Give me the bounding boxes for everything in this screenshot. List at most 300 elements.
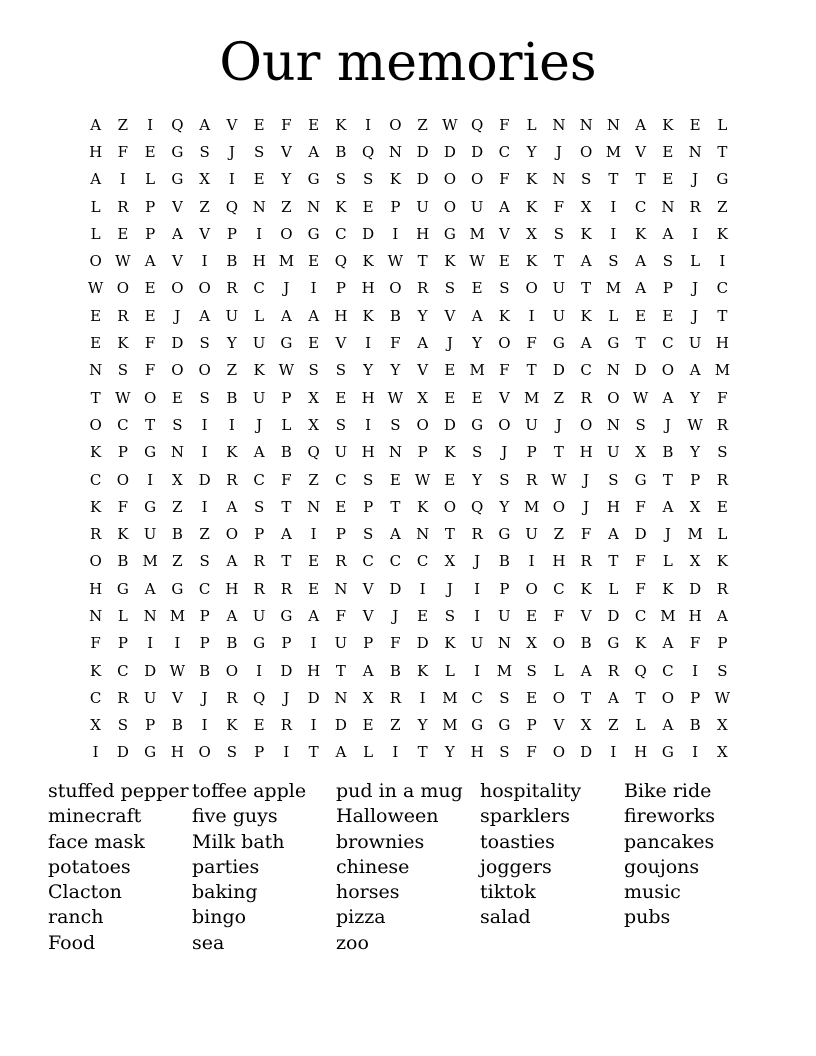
grid-letter: A — [389, 525, 401, 544]
grid-letter: D — [362, 224, 375, 243]
grid-letter: B — [226, 252, 238, 271]
word-list-item: hospitality — [480, 780, 582, 802]
grid-letter: X — [417, 388, 428, 407]
grid-letter: Y — [390, 361, 401, 380]
grid-letter: A — [226, 552, 238, 571]
grid-letter: R — [280, 579, 293, 598]
grid-letter: U — [252, 334, 266, 353]
grid-letter: O — [443, 497, 457, 516]
grid-letter: T — [553, 252, 564, 271]
grid-letter: I — [174, 634, 181, 653]
grid-letter: G — [552, 334, 565, 353]
grid-row — [82, 220, 736, 247]
grid-letter: H — [361, 279, 375, 298]
grid-letter: O — [225, 525, 239, 544]
grid-letter: C — [716, 279, 729, 298]
grid-letter: T — [90, 388, 101, 407]
grid-letter: G — [607, 634, 620, 653]
grid-letter: R — [689, 197, 701, 216]
grid-letter: N — [307, 497, 321, 516]
grid-letter: E — [253, 716, 265, 735]
grid-letter: E — [308, 334, 320, 353]
word-list-item: zoo — [336, 931, 369, 954]
grid-letter: G — [607, 334, 620, 353]
grid-letter: N — [606, 115, 620, 134]
grid-letter: C — [416, 552, 429, 571]
grid-letter: P — [254, 743, 265, 762]
grid-letter: V — [580, 606, 592, 625]
grid-letter: N — [334, 688, 348, 707]
grid-letter: T — [581, 279, 592, 298]
grid-letter: O — [661, 361, 675, 380]
grid-letter: F — [499, 170, 510, 189]
grid-letter: Q — [252, 688, 266, 707]
grid-letter: P — [499, 579, 510, 598]
grid-letter: U — [607, 443, 620, 462]
grid-letter: U — [552, 279, 566, 298]
grid-letter: I — [392, 224, 399, 243]
grid-letter: H — [579, 443, 593, 462]
grid-row — [82, 657, 736, 684]
grid-letter: I — [310, 279, 317, 298]
grid-letter: K — [226, 716, 238, 735]
grid-letter: A — [308, 142, 320, 161]
grid-letter: F — [689, 634, 701, 653]
grid-letter: Z — [717, 197, 728, 216]
grid-letter: I — [201, 716, 208, 735]
grid-letter: P — [335, 279, 346, 298]
grid-letter: A — [662, 716, 674, 735]
grid-letter: S — [499, 688, 510, 707]
grid-letter: J — [174, 306, 181, 325]
grid-letter: E — [444, 388, 456, 407]
grid-letter: N — [307, 197, 321, 216]
grid-row — [82, 138, 736, 165]
grid-letter: O — [280, 224, 293, 243]
grid-letter: Y — [444, 743, 455, 762]
grid-letter: I — [201, 252, 208, 271]
grid-letter: U — [143, 525, 157, 544]
grid-letter: P — [199, 634, 210, 653]
grid-letter: K — [444, 443, 456, 462]
grid-letter: O — [552, 688, 566, 707]
grid-letter: A — [635, 115, 647, 134]
grid-letter: I — [392, 743, 399, 762]
grid-letter: P — [363, 497, 374, 516]
grid-letter: V — [417, 361, 429, 380]
word-list-item: fireworks — [624, 805, 716, 828]
grid-letter: A — [662, 224, 674, 243]
grid-letter: N — [497, 634, 511, 653]
grid-letter: K — [444, 252, 456, 271]
grid-letter: J — [555, 142, 562, 161]
grid-row — [82, 575, 736, 602]
grid-letter: H — [552, 552, 566, 571]
grid-letter: O — [552, 634, 566, 653]
grid-letter: C — [634, 197, 647, 216]
grid-letter: Z — [608, 716, 619, 735]
grid-letter: U — [470, 634, 484, 653]
grid-letter: K — [580, 579, 592, 598]
grid-letter: S — [499, 470, 510, 489]
grid-letter: X — [308, 388, 319, 407]
grid-letter: U — [525, 415, 538, 434]
word-list-item: Halloween — [336, 805, 439, 828]
grid-letter: C — [362, 552, 374, 571]
grid-letter: D — [689, 579, 702, 598]
word-list-item: tiktok — [480, 881, 536, 904]
grid-letter: P — [363, 634, 374, 653]
grid-letter: V — [280, 142, 292, 161]
grid-letter: A — [335, 743, 347, 762]
grid-letter: T — [635, 688, 646, 707]
grid-letter: G — [171, 579, 184, 598]
grid-letter: H — [89, 142, 103, 161]
grid-letter: I — [528, 552, 535, 571]
grid-letter: P — [254, 525, 265, 544]
grid-letter: U — [498, 606, 511, 625]
grid-letter: Z — [281, 197, 292, 216]
grid-letter: R — [416, 279, 429, 298]
grid-letter: S — [553, 224, 565, 243]
word-list-item: brownies — [336, 830, 425, 853]
grid-letter: R — [525, 470, 538, 489]
word-list-item: pud in a mug — [336, 780, 463, 802]
grid-letter: E — [635, 306, 647, 325]
grid-letter: P — [117, 634, 128, 653]
grid-letter: O — [116, 279, 130, 298]
grid-letter: O — [225, 661, 239, 680]
grid-letter: G — [498, 525, 511, 544]
grid-letter: G — [280, 334, 293, 353]
grid-letter: I — [256, 224, 263, 243]
grid-letter: V — [199, 224, 211, 243]
grid-letter: H — [170, 743, 184, 762]
grid-letter: Q — [634, 661, 647, 680]
grid-letter: B — [280, 443, 292, 462]
grid-letter: A — [716, 606, 728, 625]
grid-letter: S — [199, 388, 210, 407]
grid-letter: W — [115, 388, 131, 407]
grid-letter: F — [499, 361, 510, 380]
grid-letter: J — [692, 306, 699, 325]
grid-letter: T — [390, 497, 401, 516]
grid-letter: S — [499, 279, 510, 298]
grid-letter: O — [116, 470, 130, 489]
grid-letter: I — [610, 224, 617, 243]
grid-letter: E — [308, 552, 320, 571]
grid-letter: M — [278, 252, 295, 271]
word-list-item: face mask — [48, 830, 145, 853]
grid-letter: S — [172, 415, 183, 434]
grid-letter: R — [280, 716, 293, 735]
letter-grid — [82, 111, 736, 766]
grid-letter: K — [389, 170, 401, 189]
grid-letter: W — [442, 115, 458, 134]
grid-letter: E — [662, 142, 674, 161]
grid-letter: S — [226, 743, 238, 762]
grid-letter: E — [144, 279, 156, 298]
grid-letter: D — [443, 415, 456, 434]
grid-letter: P — [199, 606, 210, 625]
grid-letter: A — [580, 661, 592, 680]
grid-letter: G — [116, 579, 129, 598]
grid-letter: E — [90, 306, 102, 325]
grid-letter: I — [92, 743, 99, 762]
grid-letter: G — [253, 634, 266, 653]
grid-letter: O — [198, 743, 211, 762]
grid-letter: R — [471, 525, 483, 544]
grid-letter: T — [308, 743, 319, 762]
grid-letter: L — [608, 579, 619, 598]
grid-row — [82, 712, 736, 739]
grid-letter: W — [87, 279, 104, 298]
grid-letter: F — [90, 634, 101, 653]
grid-letter: V — [362, 606, 374, 625]
grid-letter: V — [335, 334, 347, 353]
grid-letter: S — [526, 661, 537, 680]
grid-letter: F — [553, 606, 565, 625]
grid-letter: A — [635, 252, 647, 271]
grid-letter: D — [607, 606, 620, 625]
grid-letter: J — [664, 415, 671, 434]
grid-letter: Q — [334, 252, 348, 271]
grid-letter: H — [361, 443, 375, 462]
grid-letter: E — [662, 306, 674, 325]
grid-letter: W — [278, 361, 295, 380]
grid-letter: A — [498, 197, 510, 216]
word-list-item: sparklers — [480, 805, 570, 828]
grid-letter: L — [526, 115, 537, 134]
word-list-item: goujons — [624, 855, 700, 878]
grid-letter: Y — [690, 388, 701, 407]
grid-letter: H — [89, 579, 103, 598]
grid-letter: A — [171, 224, 183, 243]
grid-letter: G — [661, 743, 674, 762]
grid-letter: A — [635, 279, 647, 298]
grid-letter: Q — [470, 115, 484, 134]
grid-letter: Y — [526, 142, 537, 161]
grid-letter: C — [662, 334, 674, 353]
grid-letter: R — [716, 415, 729, 434]
grid-letter: X — [308, 415, 319, 434]
grid-letter: R — [253, 579, 265, 598]
grid-letter: E — [389, 470, 401, 489]
grid-letter: B — [689, 716, 701, 735]
grid-letter: H — [334, 306, 348, 325]
grid-letter: J — [446, 579, 453, 598]
grid-letter: L — [90, 224, 101, 243]
grid-letter: D — [416, 170, 429, 189]
grid-letter: K — [417, 661, 429, 680]
grid-letter: A — [471, 306, 483, 325]
grid-letter: F — [635, 579, 646, 598]
grid-row — [82, 411, 736, 438]
grid-letter: O — [171, 361, 184, 380]
word-list-item: sea — [192, 931, 225, 954]
grid-letter: F — [390, 634, 401, 653]
grid-letter: J — [583, 470, 590, 489]
grid-letter: M — [660, 606, 676, 625]
grid-letter: V — [226, 115, 238, 134]
grid-letter: A — [90, 170, 102, 189]
grid-letter: G — [443, 224, 456, 243]
grid-letter: I — [310, 525, 317, 544]
grid-letter: E — [144, 306, 156, 325]
grid-letter: K — [90, 443, 102, 462]
grid-letter: K — [635, 634, 647, 653]
grid-letter: I — [419, 579, 426, 598]
grid-letter: L — [145, 170, 156, 189]
grid-letter: U — [470, 197, 484, 216]
grid-row — [82, 739, 736, 766]
grid-letter: Z — [417, 115, 428, 134]
grid-letter: O — [661, 688, 675, 707]
grid-letter: G — [144, 497, 157, 516]
grid-letter: X — [172, 470, 183, 489]
grid-letter: K — [444, 634, 456, 653]
grid-letter: O — [470, 170, 484, 189]
grid-letter: A — [308, 606, 320, 625]
grid-letter: B — [498, 552, 510, 571]
grid-letter: S — [335, 361, 347, 380]
grid-row — [82, 548, 736, 575]
grid-letter: P — [335, 525, 346, 544]
grid-letter: I — [201, 497, 208, 516]
grid-letter: W — [632, 388, 649, 407]
word-list-item: potatoes — [48, 855, 131, 878]
grid-letter: T — [635, 334, 646, 353]
grid-letter: I — [147, 115, 154, 134]
grid-letter: E — [144, 142, 156, 161]
word-list-item: parties — [192, 855, 260, 878]
grid-letter: E — [308, 579, 320, 598]
grid-letter: W — [414, 470, 431, 489]
grid-letter: L — [608, 306, 619, 325]
grid-letter: L — [635, 716, 646, 735]
grid-letter: K — [417, 497, 429, 516]
grid-letter: W — [714, 688, 731, 707]
grid-letter: P — [662, 279, 673, 298]
grid-letter: J — [474, 552, 481, 571]
grid-letter: N — [143, 606, 157, 625]
grid-letter: A — [580, 252, 592, 271]
grid-row — [82, 602, 736, 629]
grid-letter: G — [144, 443, 157, 462]
grid-letter: S — [253, 142, 265, 161]
page-title: Our memories — [219, 33, 597, 93]
grid-letter: H — [361, 388, 375, 407]
grid-letter: S — [308, 361, 319, 380]
grid-letter: L — [553, 661, 564, 680]
grid-letter: Z — [553, 525, 565, 544]
grid-letter: S — [444, 606, 456, 625]
grid-letter: K — [662, 579, 674, 598]
grid-letter: R — [607, 661, 620, 680]
grid-letter: I — [310, 716, 317, 735]
grid-letter: D — [144, 661, 157, 680]
grid-letter: H — [416, 224, 430, 243]
grid-letter: C — [117, 661, 129, 680]
grid-letter: Z — [117, 115, 129, 134]
grid-letter: M — [142, 552, 158, 571]
grid-letter: N — [170, 443, 184, 462]
grid-row — [82, 275, 736, 302]
grid-letter: P — [117, 443, 128, 462]
grid-letter: G — [171, 142, 184, 161]
grid-letter: S — [199, 334, 210, 353]
grid-letter: K — [580, 224, 592, 243]
grid-letter: E — [662, 170, 674, 189]
grid-letter: P — [717, 634, 728, 653]
grid-letter: E — [335, 497, 347, 516]
grid-letter: O — [389, 279, 402, 298]
grid-letter: J — [583, 497, 590, 516]
grid-letter: M — [442, 688, 458, 707]
grid-letter: G — [171, 170, 184, 189]
grid-letter: I — [419, 688, 426, 707]
grid-letter: R — [117, 688, 129, 707]
grid-letter: Y — [690, 443, 701, 462]
grid-letter: A — [226, 497, 238, 516]
grid-letter: T — [417, 743, 428, 762]
grid-letter: H — [634, 743, 648, 762]
grid-letter: O — [443, 170, 457, 189]
grid-letter: O — [579, 142, 593, 161]
grid-letter: O — [89, 252, 102, 271]
grid-letter: R — [117, 306, 129, 325]
grid-letter: A — [308, 306, 320, 325]
grid-letter: X — [90, 716, 101, 735]
grid-letter: E — [335, 388, 347, 407]
grid-letter: K — [580, 306, 592, 325]
word-list-item: Food — [48, 931, 96, 954]
grid-letter: L — [444, 661, 455, 680]
word-list-item: toasties — [480, 830, 555, 853]
grid-letter: A — [362, 661, 374, 680]
grid-letter: L — [363, 743, 374, 762]
grid-letter: C — [335, 224, 347, 243]
grid-letter: D — [171, 334, 184, 353]
grid-letter: F — [144, 361, 156, 380]
grid-letter: C — [471, 688, 483, 707]
grid-letter: V — [498, 388, 510, 407]
grid-letter: E — [253, 170, 265, 189]
grid-letter: I — [201, 415, 208, 434]
grid-letter: R — [716, 470, 729, 489]
grid-letter: F — [635, 552, 646, 571]
grid-letter: U — [416, 197, 429, 216]
grid-letter: C — [662, 661, 674, 680]
grid-letter: N — [416, 525, 430, 544]
grid-letter: C — [580, 361, 592, 380]
word-column — [48, 779, 192, 956]
grid-letter: V — [635, 142, 647, 161]
grid-letter: S — [199, 552, 210, 571]
grid-letter: A — [417, 334, 429, 353]
grid-letter: F — [117, 142, 129, 161]
grid-letter: H — [688, 606, 702, 625]
grid-letter: G — [471, 415, 484, 434]
grid-letter: Z — [172, 497, 183, 516]
grid-letter: L — [90, 197, 101, 216]
grid-letter: O — [171, 279, 184, 298]
grid-letter: X — [689, 552, 701, 571]
grid-letter: P — [226, 224, 237, 243]
grid-letter: P — [690, 470, 701, 489]
word-list — [48, 779, 768, 956]
grid-row — [82, 684, 736, 711]
